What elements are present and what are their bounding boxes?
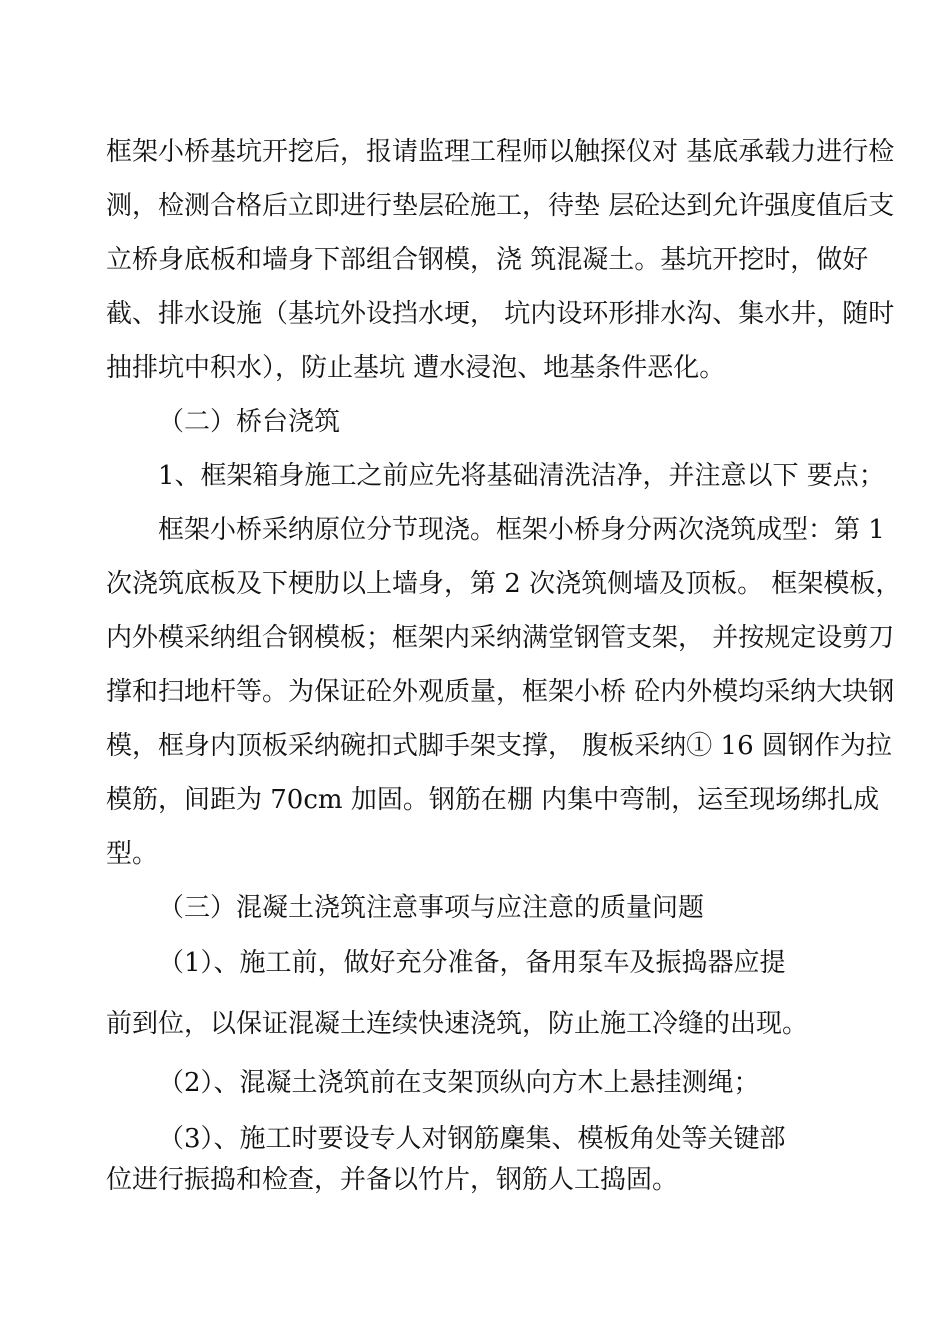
paragraph-3-line-7: 型。 <box>106 839 159 869</box>
paragraph-3-line-2: 次浇筑底板及下梗肋以上墙身，第 2 次浇筑侧墙及顶板。 框架模板， <box>106 569 902 599</box>
item-3-line-1: （3）、施工时要设专人对钢筋麇集、模板角处等关键部 <box>158 1124 786 1154</box>
paragraph-1-line-2: 测，检测合格后立即进行垫层砼施工，待垫 层砼达到允许强度值后支 <box>106 191 895 221</box>
item-3-line-2: 位进行振捣和检查，并备以竹片，钢筋人工捣固。 <box>106 1165 679 1195</box>
section-heading-3: （三）混凝土浇筑注意事项与应注意的质量问题 <box>158 893 705 923</box>
section-heading-2: （二）桥台浇筑 <box>158 407 341 437</box>
paragraph-2: 1、框架箱身施工之前应先将基础清洗洁净，并注意以下 要点； <box>158 461 885 491</box>
item-1-line-1: （1）、施工前，做好充分准备，备用泵车及振捣器应提 <box>158 948 786 978</box>
paragraph-3-line-3: 内外模采纳组合钢模板；框架内采纳满堂钢管支架， 并按规定设剪刀 <box>106 623 895 653</box>
paragraph-3-line-5: 模，框身内顶板采纳碗扣式脚手架支撑， 腹板采纳① 16 圆钢作为拉 <box>106 731 892 761</box>
item-1-line-2: 前到位，以保证混凝土连续快速浇筑，防止施工冷缝的出现。 <box>106 1009 809 1039</box>
item-2: （2）、混凝土浇筑前在支架顶纵向方木上悬挂测绳； <box>158 1068 760 1098</box>
paragraph-1-line-5: 抽排坑中积水），防止基坑 遭水浸泡、地基条件恶化。 <box>106 353 726 383</box>
paragraph-1-line-1: 框架小桥基坑开挖后，报请监理工程师以触探仪对 基底承载力进行检 <box>106 137 895 167</box>
paragraph-3-line-4: 撑和扫地杆等。为保证砼外观质量，框架小桥 砼内外模均采纳大块钢 <box>106 677 895 707</box>
paragraph-3-line-6: 模筋，间距为 70cm 加固。钢筋在棚 内集中弯制，运至现场绑扎成 <box>106 785 880 815</box>
paragraph-1-line-3: 立桥身底板和墙身下部组合钢模，浇 筑混凝土。基坑开挖时，做好 <box>106 245 869 275</box>
paragraph-3-line-1: 框架小桥采纳原位分节现浇。框架小桥身分两次浇筑成型：第 1 <box>158 515 885 545</box>
paragraph-1-line-4: 截、排水设施（基坑外设挡水埂， 坑内设环形排水沟、集水井，随时 <box>106 299 895 329</box>
